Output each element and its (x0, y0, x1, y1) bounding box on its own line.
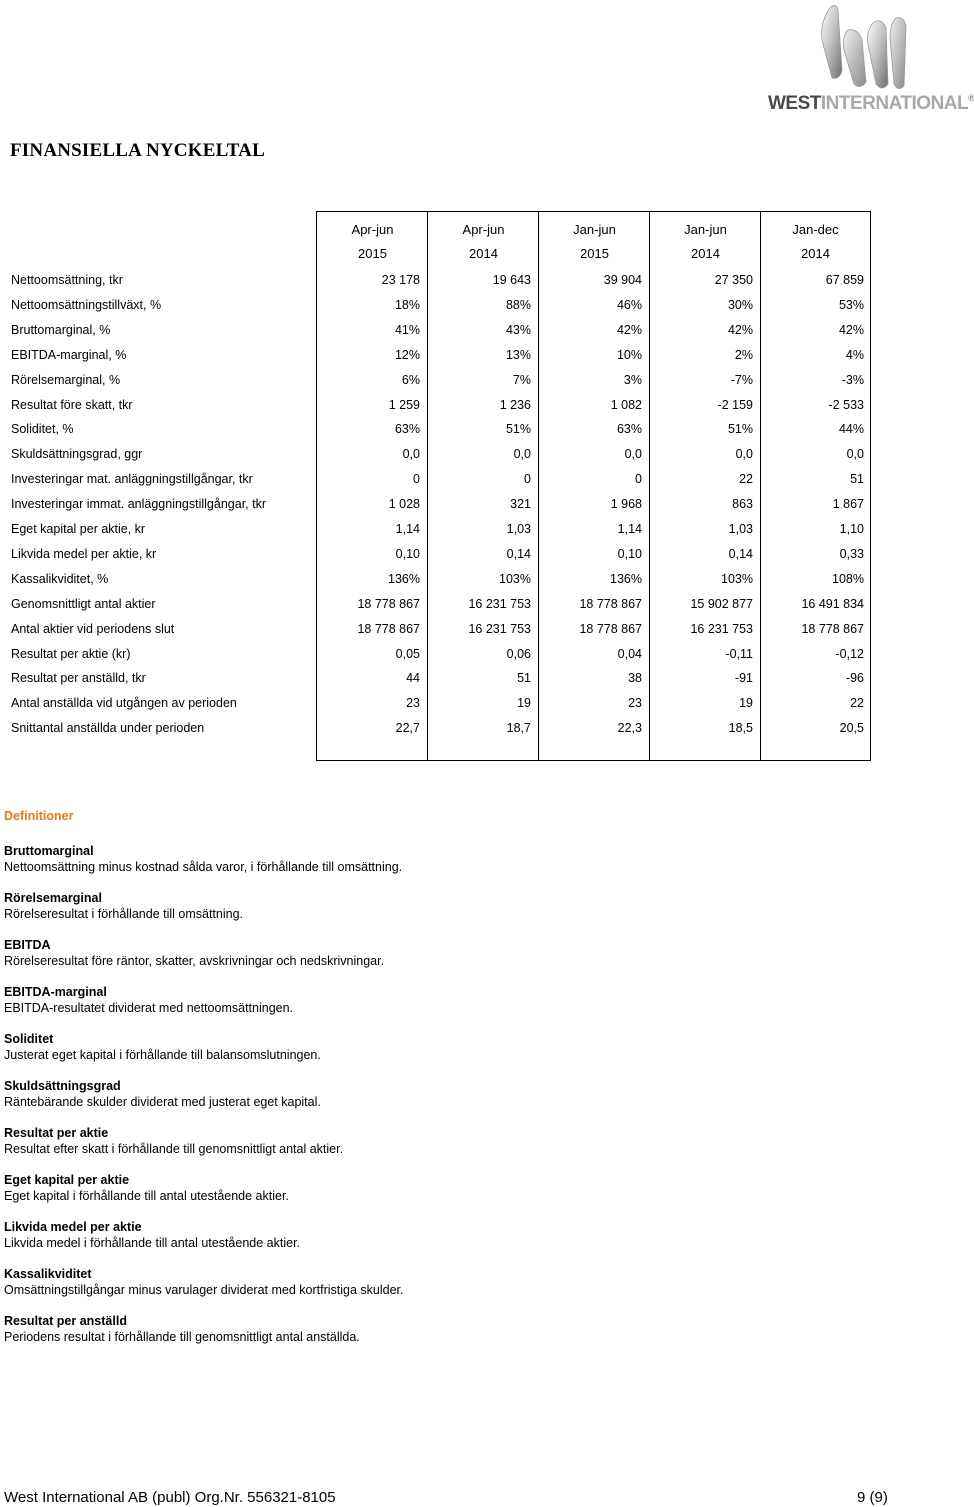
table-row (0, 298, 960, 323)
footer-page-number: 9 (9) (857, 1489, 888, 1506)
table-cell: 136% (388, 571, 420, 586)
table-cell: 18,5 (728, 721, 753, 736)
page-title: FINANSIELLA NYCKELTAL (10, 140, 265, 161)
table-cell: 19 643 (492, 273, 531, 287)
table-cell: 18,7 (506, 721, 531, 736)
row-label: Skuldsättningsgrad, ggr (11, 447, 143, 462)
table-cell: 18 778 867 (357, 596, 420, 611)
col-header-period: Jan-jun (684, 222, 727, 237)
table-cell: 0 (524, 472, 531, 487)
col-header-year: 2015 (358, 246, 387, 261)
col-header-period: Apr-jun (351, 222, 394, 237)
definition-item (4, 1032, 944, 1063)
table-cell: 30% (727, 297, 753, 312)
table-cell: 0,10 (617, 546, 642, 561)
table-cell: 18 778 867 (579, 621, 642, 636)
table-cell: 136% (610, 571, 642, 586)
definition-text: Justerat eget kapital i förhållande till balansomslutningen. (4, 1047, 321, 1062)
table-cell: -2 159 (717, 397, 753, 412)
table-cell: 16 231 753 (690, 621, 753, 636)
table-cell: 103% (721, 571, 753, 586)
table-row (0, 373, 960, 398)
table-cell: 88% (505, 297, 531, 312)
company-logo (768, 0, 974, 116)
table-cell: -0,12 (835, 646, 864, 661)
definitions-list (4, 844, 944, 1345)
table-cell: 22 (739, 472, 753, 487)
table-cell: -91 (734, 671, 753, 686)
table-cell: 15 902 877 (690, 596, 753, 611)
table-row (0, 572, 960, 597)
table-cell: 1 968 (610, 497, 642, 512)
table-cell: 38 (628, 671, 642, 686)
definition-text: Periodens resultat i förhållande till genomsnittligt antal anställda. (4, 1329, 360, 1344)
row-label: Antal aktier vid periodens slut (11, 621, 175, 636)
col-header-period: Apr-jun (462, 222, 505, 237)
footer-company: West International AB (publ) Org.Nr. 556321-8105 (4, 1489, 336, 1506)
table-cell: 19 (739, 696, 753, 711)
table-cell: 1,14 (395, 522, 420, 536)
col-header-period: Jan-jun (573, 222, 616, 237)
table-cell: 51% (727, 422, 753, 437)
definitions-heading: Definitioner (4, 809, 74, 823)
row-label: Likvida medel per aktie, kr (11, 546, 157, 561)
definition-text: Rörelseresultat i förhållande till omsättning. (4, 906, 244, 921)
definition-term: Rörelsemarginal (4, 891, 102, 905)
table-cell: 19 (517, 696, 531, 711)
table-cell: 42% (727, 322, 753, 337)
row-label: Snittantal anställda under perioden (11, 721, 205, 736)
table-cell: 0,0 (513, 447, 531, 462)
table-cell: 0,10 (395, 546, 420, 561)
table-cell: 16 231 753 (468, 596, 531, 611)
table-row (0, 622, 960, 647)
table-row (0, 497, 960, 522)
table-cell: 41% (394, 322, 420, 337)
col-header-year: 2015 (580, 246, 609, 261)
table-cell: 18 778 867 (801, 621, 864, 636)
table-cell: 10% (616, 347, 642, 362)
table-cell: 0,0 (624, 447, 642, 462)
definition-item (4, 938, 944, 969)
definition-item (4, 844, 944, 875)
row-label: Resultat per anställd, tkr (11, 671, 146, 686)
row-label: Nettoomsättning, tkr (11, 273, 123, 287)
definition-term: Likvida medel per aktie (4, 1220, 142, 1234)
table-row (0, 671, 960, 696)
definition-term: Bruttomarginal (4, 844, 94, 858)
table-row (0, 522, 960, 547)
definition-item (4, 1220, 944, 1251)
table-cell: -0,11 (725, 646, 753, 661)
table-cell: 2% (734, 347, 753, 362)
table-cell: 22,7 (395, 721, 420, 736)
table-cell: 46% (616, 297, 642, 312)
table-cell: 22 (850, 696, 864, 711)
row-label: EBITDA-marginal, % (11, 347, 127, 362)
table-cell: 1,14 (617, 522, 642, 536)
table-cell: 51 (517, 671, 531, 686)
row-label: Investeringar mat. anläggningstillgångar, tkr (11, 472, 253, 487)
row-label: Resultat per aktie (kr) (11, 646, 131, 661)
table-cell: 43% (505, 322, 531, 337)
table-cell: 12% (394, 347, 420, 362)
table-cell: 42% (616, 322, 642, 337)
table-cell: 1 259 (388, 397, 420, 412)
table-cell: 20,5 (839, 721, 864, 736)
table-cell: 1,03 (728, 522, 753, 536)
definition-term: Kassalikviditet (4, 1267, 92, 1281)
definition-term: Skuldsättningsgrad (4, 1079, 121, 1093)
table-cell: 51% (505, 422, 531, 437)
col-header-period: Jan-dec (792, 222, 839, 237)
definition-term: Eget kapital per aktie (4, 1173, 130, 1187)
table-cell: 51 (850, 472, 864, 487)
logo-mark-icon (808, 0, 918, 95)
row-label: Resultat före skatt, tkr (11, 397, 133, 412)
definition-text: Resultat efter skatt i förhållande till genomsnittligt antal aktier. (4, 1141, 344, 1156)
table-row (0, 647, 960, 672)
table-cell: 1,10 (839, 522, 864, 536)
definitions-section (4, 809, 944, 1361)
table-row (0, 398, 960, 423)
table-row (0, 472, 960, 497)
table-cell: 22,3 (617, 721, 642, 736)
row-label: Soliditet, % (11, 422, 74, 437)
table-cell: 0,0 (402, 447, 420, 462)
table-cell: 16 231 753 (468, 621, 531, 636)
table-cell: 53% (838, 297, 864, 312)
table-row (0, 422, 960, 447)
col-header-year: 2014 (469, 246, 498, 261)
definition-item (4, 891, 944, 922)
table-cell: 1 867 (832, 497, 864, 512)
definition-item (4, 1079, 944, 1110)
definition-text: Likvida medel i förhållande till antal utestående aktier. (4, 1235, 301, 1250)
row-label: Bruttomarginal, % (11, 322, 111, 337)
table-cell: -7% (730, 372, 753, 387)
table-cell: 6% (401, 372, 420, 387)
logo-word-international: INTERNATIONAL (820, 93, 969, 114)
table-cell: 0,0 (846, 447, 864, 462)
definition-term: Soliditet (4, 1032, 54, 1046)
table-cell: 0,14 (506, 546, 531, 561)
table-cell: 39 904 (603, 273, 642, 287)
table-cell: 0,0 (735, 447, 753, 462)
table-cell: 63% (394, 422, 420, 437)
table-row (0, 597, 960, 622)
definition-term: Resultat per anställd (4, 1314, 127, 1328)
table-cell: 44 (406, 671, 420, 686)
table-cell: -96 (845, 671, 864, 686)
table-cell: 0 (635, 472, 642, 487)
row-label: Rörelsemarginal, % (11, 372, 121, 387)
table-cell: 23 (628, 696, 642, 711)
table-cell: 3% (623, 372, 642, 387)
definition-text: Eget kapital i förhållande till antal utestående aktier. (4, 1188, 289, 1203)
definition-term: EBITDA (4, 938, 51, 952)
definition-text: Rörelseresultat före räntor, skatter, avskrivningar och nedskrivningar. (4, 953, 385, 968)
table-cell: 27 350 (714, 273, 753, 287)
definition-term: Resultat per aktie (4, 1126, 109, 1140)
table-cell: 42% (838, 322, 864, 337)
table-cell: 18% (394, 297, 420, 312)
row-label: Investeringar immat. anläggningstillgångar, tkr (11, 497, 266, 512)
table-cell: 63% (616, 422, 642, 437)
table-cell: 0,14 (728, 546, 753, 561)
logo-wordmark (768, 93, 974, 115)
table-cell: 0,05 (395, 646, 420, 661)
table-cell: 103% (499, 571, 531, 586)
table-cell: 1 028 (388, 497, 420, 512)
table-cell: 1 082 (610, 397, 642, 412)
row-label: Nettoomsättningstillväxt, % (11, 297, 162, 312)
col-header-year: 2014 (801, 246, 830, 261)
table-cell: 321 (510, 497, 531, 512)
table-cell: 0,33 (839, 546, 864, 561)
table-cell: 108% (832, 571, 864, 586)
logo-word-west: WEST (768, 93, 821, 114)
key-figures-table (0, 211, 960, 763)
table-cell: 23 178 (381, 273, 420, 287)
definition-text: Räntebärande skulder dividerat med justerat eget kapital. (4, 1094, 321, 1109)
table-cell: -3% (841, 372, 864, 387)
table-cell: 0,04 (617, 646, 642, 661)
table-cell: 7% (512, 372, 531, 387)
table-row (0, 547, 960, 572)
row-label: Eget kapital per aktie, kr (11, 522, 146, 536)
row-label: Genomsnittligt antal aktier (11, 596, 156, 611)
table-cell: 44% (838, 422, 864, 437)
row-label: Kassalikviditet, % (11, 571, 109, 586)
table-cell: -2 533 (828, 397, 864, 412)
table-cell: 4% (845, 347, 864, 362)
definition-text: EBITDA-resultatet dividerat med nettoomsättningen. (4, 1000, 294, 1015)
table-cell: 863 (732, 497, 753, 512)
table-cell: 0,06 (506, 646, 531, 661)
registered-mark: ® (968, 93, 974, 103)
table-row (0, 721, 960, 746)
table-cell: 0 (413, 472, 420, 487)
definition-item (4, 985, 944, 1016)
table-cell: 1 236 (499, 397, 531, 412)
table-cell: 1,03 (506, 522, 531, 536)
definition-term: EBITDA-marginal (4, 985, 107, 999)
definition-item (4, 1314, 944, 1345)
table-cell: 18 778 867 (579, 596, 642, 611)
table-row (0, 323, 960, 348)
table-row (0, 447, 960, 472)
table-row (0, 696, 960, 721)
definition-text: Nettoomsättning minus kostnad sålda varor, i förhållande till omsättning. (4, 859, 403, 874)
definition-item (4, 1173, 944, 1204)
definition-item (4, 1267, 944, 1298)
table-cell: 16 491 834 (801, 596, 864, 611)
table-row (0, 273, 960, 298)
table-cell: 13% (505, 347, 531, 362)
table-cell: 67 859 (825, 273, 864, 287)
definition-item (4, 1126, 944, 1157)
table-cell: 23 (406, 696, 420, 711)
col-header-year: 2014 (691, 246, 720, 261)
table-row (0, 348, 960, 373)
row-label: Antal anställda vid utgången av perioden (11, 696, 237, 711)
definition-text: Omsättningstillgångar minus varulager dividerat med kortfristiga skulder. (4, 1282, 404, 1297)
table-cell: 18 778 867 (357, 621, 420, 636)
